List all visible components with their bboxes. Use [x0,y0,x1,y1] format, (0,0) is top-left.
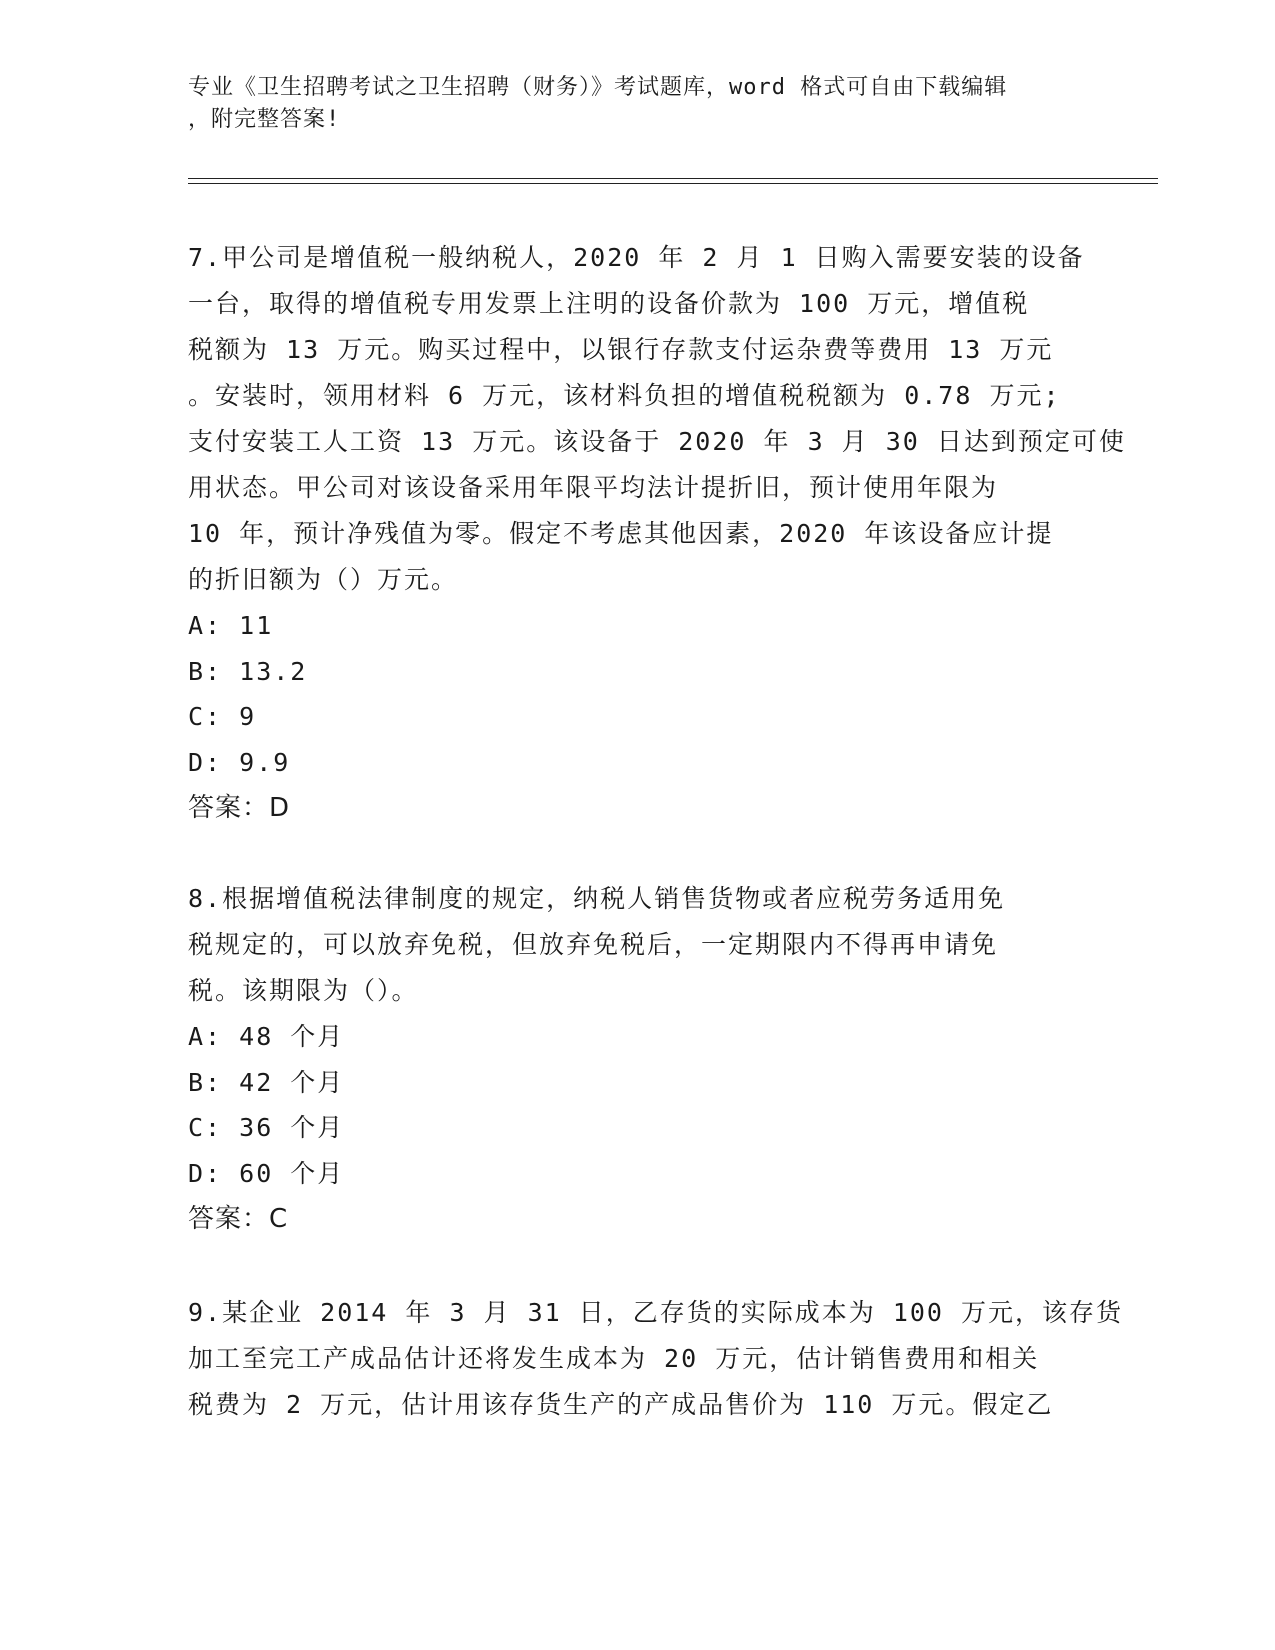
option-c: C: 36 个月 [188,1113,345,1143]
option-a: A: 11 [188,611,274,640]
header-line-2: ，附完整答案! [188,107,341,132]
option-c: C: 9 [188,702,257,732]
question-text-line: 7.甲公司是增值税一般纳税人，2020 年 2 月 1 日购入需要安装的设备 [188,243,1085,272]
question-text-line: 的折旧额为（）万元。 [188,565,459,594]
question-text-line: 8.根据增值税法律制度的规定，纳税人销售货物或者应税劳务适用免 [188,884,1006,913]
option-b: B: 42 个月 [188,1067,345,1097]
question-text-line: 9.某企业 2014 年 3 月 31 日，乙存货的实际成本为 100 万元，该存货 [188,1298,1124,1327]
question-text-line: 税。该期限为（）。 [188,976,419,1005]
question-7 [188,235,1126,831]
document-header [188,72,1088,136]
question-text-line: 。安装时，领用材料 6 万元，该材料负担的增值税税额为 0.78 万元; [188,381,1061,410]
header-divider-bottom [188,183,1158,184]
question-8 [188,876,1088,1242]
option-d: D: 9.9 [188,747,291,777]
header-line-1: 专业《卫生招聘考试之卫生招聘（财务）》考试题库，word 格式可自由下载编辑 [188,75,1008,100]
answer-label: 答案：C [188,1204,289,1235]
answer-label: 答案：D [188,793,291,824]
question-9 [188,1290,1124,1428]
option-b: B: 13.2 [188,656,308,686]
header-divider-top [188,178,1158,179]
question-text-line: 支付安装工人工资 13 万元。该设备于 2020 年 3 月 30 日达到预定可使 [188,427,1126,456]
question-text-line: 税额为 13 万元。购买过程中，以银行存款支付运杂费等费用 13 万元 [188,335,1054,364]
question-text-line: 税费为 2 万元，估计用该存货生产的产成品售价为 110 万元。假定乙 [188,1390,1054,1419]
question-text-line: 税规定的，可以放弃免税，但放弃免税后，一定期限内不得再申请免 [188,930,999,959]
question-text-line: 加工至完工产成品估计还将发生成本为 20 万元，估计销售费用和相关 [188,1344,1040,1373]
option-d: D: 60 个月 [188,1158,345,1188]
option-a: A: 48 个月 [188,1022,345,1051]
question-text-line: 一台，取得的增值税专用发票上注明的设备价款为 100 万元，增值税 [188,289,1030,318]
question-text-line: 10 年，预计净残值为零。假定不考虑其他因素，2020 年该设备应计提 [188,519,1054,548]
question-text-line: 用状态。甲公司对该设备采用年限平均法计提折旧，预计使用年限为 [188,473,999,502]
